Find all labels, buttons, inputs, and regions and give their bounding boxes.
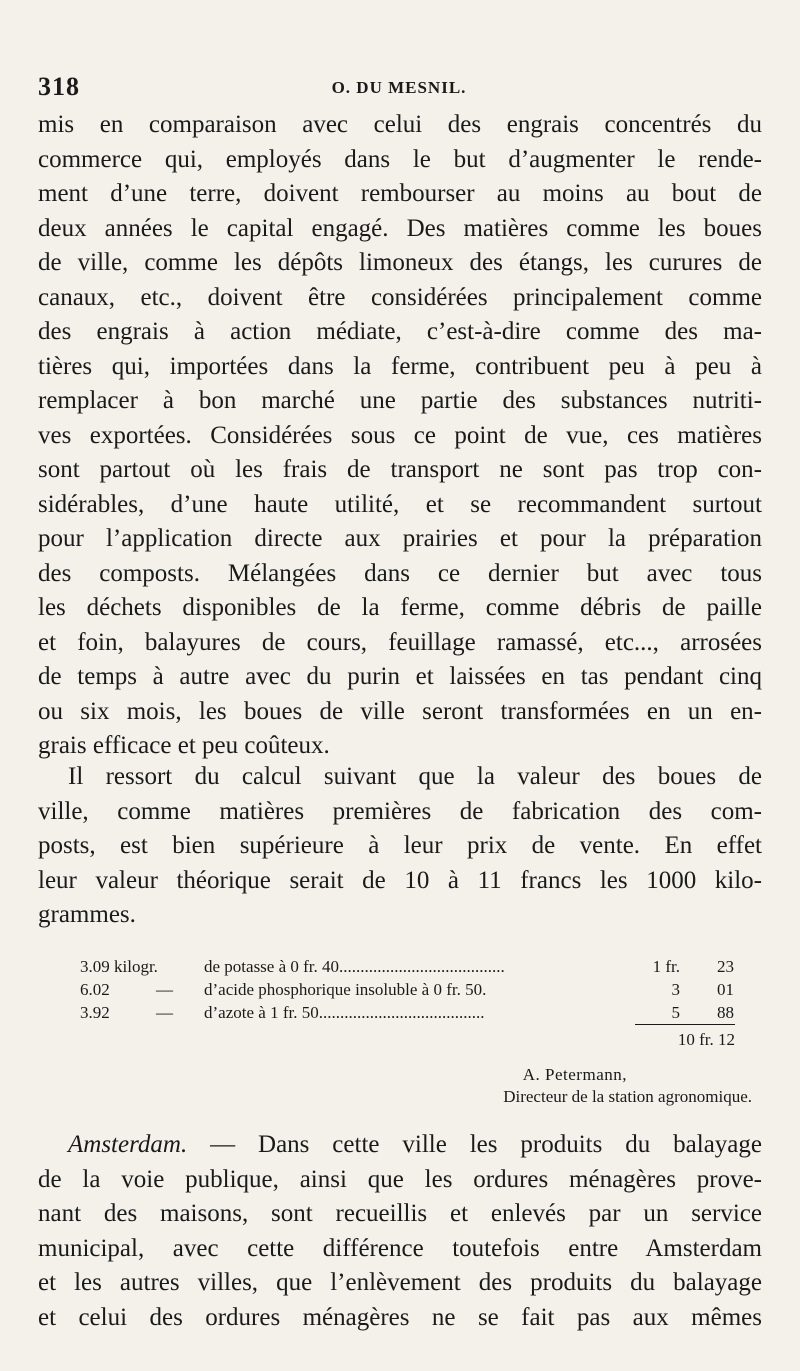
- quantity: 6.02: [80, 980, 110, 999]
- text-line: deux années le capital engagé. Des matières comme les boues: [38, 214, 762, 242]
- ditto-mark: —: [156, 980, 173, 999]
- quantity: 3.92: [80, 1003, 110, 1022]
- text-line: et foin, balayures de cours, feuillage ramassé, etc..., arrosées: [38, 628, 762, 656]
- text-line: commerce qui, employés dans le but d’augmenter le rende-: [38, 145, 762, 173]
- calculation-row: [80, 955, 750, 978]
- calculation-row: [80, 1001, 750, 1024]
- ditto-mark: —: [156, 1003, 173, 1022]
- text-line: de temps à autre avec du purin et laissées en tas pendant cinq: [38, 663, 762, 690]
- francs-value: 3: [671, 980, 680, 999]
- quantity: 3.09 kilogr.: [80, 957, 158, 976]
- signature-block: [503, 1064, 752, 1108]
- text-line: ou six mois, les boues de ville seront transformées en un en-: [38, 697, 762, 725]
- centimes-value: 01: [717, 980, 734, 999]
- text-line: sont partout où les frais de transport ne sont pas trop con-: [38, 456, 762, 483]
- text-line: nant des maisons, sont recueillis et enlevés par un service: [38, 1200, 762, 1227]
- section-lead: Amsterdam.: [68, 1131, 188, 1158]
- text-line: mis en comparaison avec celui des engrais concentrés du: [38, 111, 762, 138]
- centimes-value: 23: [717, 957, 734, 976]
- text-line: ment d’une terre, doivent rembourser au moins au bout de: [38, 180, 762, 207]
- item-description: d’azote à 1 fr. 50.......................................: [204, 1003, 485, 1022]
- text-line: grammes.: [38, 901, 136, 928]
- signature-title: Directeur de la station agronomique.: [503, 1087, 752, 1106]
- text-line: remplacer à bon marché une partie des substances nutriti-: [38, 387, 762, 414]
- centimes-value: 88: [717, 1003, 734, 1022]
- page-number: 318: [38, 72, 80, 101]
- text-line: et les autres villes, que l’enlèvement des produits du balayage: [38, 1269, 762, 1296]
- text-line: Il ressort du calcul suivant que la valeur des boues de: [68, 763, 762, 790]
- line-text: — Dans cette ville les produits du balayage: [187, 1131, 762, 1158]
- francs-value: 5: [671, 1003, 680, 1022]
- text-line: de la voie publique, ainsi que les ordures ménagères prove-: [38, 1165, 762, 1193]
- text-line: municipal, avec cette différence toutefois entre Amsterdam: [38, 1234, 762, 1262]
- value-calculation: [80, 955, 750, 1049]
- text-line: ville, comme matières premières de fabrication des com-: [38, 797, 762, 825]
- sum-rule: [635, 1024, 735, 1025]
- text-line: de ville, comme les dépôts limoneux des étangs, les curures de: [38, 249, 762, 276]
- francs-value: 1 fr.: [652, 957, 680, 976]
- item-description: d’acide phosphorique insoluble à 0 fr. 50.: [204, 980, 487, 999]
- text-line: pour l’application directe aux prairies et pour la préparation: [38, 525, 762, 552]
- paragraph-3: [38, 1128, 762, 1335]
- text-line: grais efficace et peu coûteux.: [38, 732, 330, 759]
- text-line: leur valeur théorique serait de 10 à 11 francs les 1000 kilo-: [38, 866, 762, 894]
- paragraph-1: [38, 108, 762, 764]
- signature-name: A. Petermann,: [522, 1065, 627, 1084]
- text-line: les déchets disponibles de la ferme, comme débris de paille: [38, 594, 762, 621]
- text-line: des composts. Mélangées dans ce dernier but avec tous: [38, 559, 762, 587]
- page-header: [38, 72, 760, 106]
- text-line: posts, est bien supérieure à leur prix de vente. En effet: [38, 832, 762, 859]
- text-line: canaux, etc., doivent être considérées principalement comme: [38, 283, 762, 311]
- text-line: tières qui, importées dans la ferme, contribuent peu à peu à: [38, 352, 762, 380]
- text-line: ves exportées. Considérées sous ce point de vue, ces matières: [38, 421, 762, 449]
- item-description: de potasse à 0 fr. 40.......................................: [204, 957, 505, 976]
- text-line: des engrais à action médiate, c’est-à-dire comme des ma-: [38, 318, 762, 345]
- calculation-total: 10 fr. 12: [677, 1030, 735, 1049]
- running-head: O. DU MESNIL.: [331, 78, 467, 97]
- text-line: sidérables, d’une haute utilité, et se recommandent surtout: [38, 490, 762, 518]
- text-line: [38, 1128, 762, 1163]
- text-line: et celui des ordures ménagères ne se fait pas aux mêmes: [38, 1303, 762, 1331]
- paragraph-2: [38, 760, 762, 933]
- calculation-row: [80, 978, 750, 1001]
